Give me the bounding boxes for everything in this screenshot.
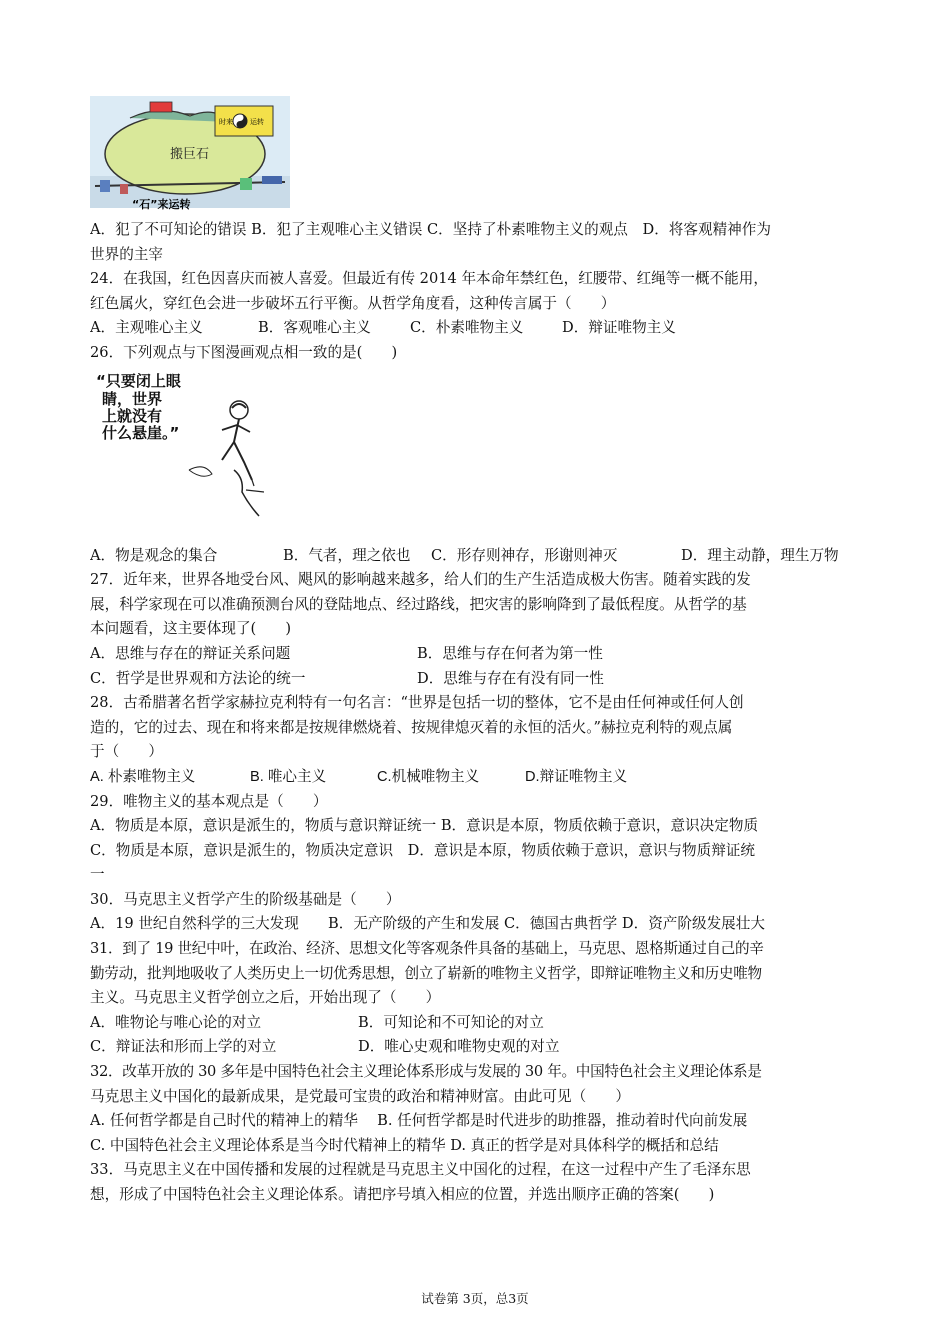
- q28-option-c: C.机械唯物主义: [377, 768, 480, 785]
- cartoon-text-line-3: 上就没有: [102, 406, 163, 425]
- q31-option-c: C．辩证法和形而上学的对立: [90, 1038, 277, 1056]
- q27-options-row-2: [90, 667, 860, 692]
- cartoon-text-line-4: 什么悬崖。”: [102, 423, 180, 442]
- q32-line-2: C. 中国特色社会主义理论体系是当今时代精神上的精华 D. 真正的哲学是对具体科学的概括和总结: [90, 1136, 719, 1154]
- q24-option-b: B．客观唯心主义: [258, 319, 371, 337]
- q32-stem-line-1: 32．改革开放的 30 多年是中国特色社会主义理论体系形成与发展的 30 年。中国特色社会主义理论体系是: [90, 1063, 762, 1081]
- exam-page: [90, 96, 860, 1208]
- stone-label: 搬巨石: [170, 147, 210, 162]
- q31-option-a: A．唯物论与唯心论的对立: [90, 1013, 262, 1031]
- q26-stem: 26．下列观点与下图漫画观点相一致的是( ): [90, 343, 398, 361]
- q29-line-1: A．物质是本原，意识是派生的，物质与意识辩证统一 B．意识是本原，物质依赖于意识，意识决定物质: [90, 817, 759, 835]
- q27-stem-line-1: 27．近年来，世界各地受台风、飓风的影响越来越多，给人们的生产生活造成极大伤害。随着实践的发: [90, 571, 751, 589]
- q31-stem-line-2: 勤劳动，批判地吸收了人类历史上一切优秀思想，创立了崭新的唯物主义哲学，即辩证唯物主义和历史唯物: [90, 964, 762, 982]
- q27-option-c: C．哲学是世界观和方法论的统一: [90, 669, 306, 687]
- cliff-cartoon-image: [94, 370, 264, 520]
- q32-line-1: A. 任何哲学都是自己时代的精神上的精华 B. 任何哲学都是时代进步的助推器，推动着时代向前发展: [90, 1112, 748, 1130]
- cartoon-text-line-1: “只要闭上眼: [96, 371, 181, 390]
- q26-option-c: C．形存则神存，形谢则神灭: [431, 546, 618, 564]
- page-footer: 试卷第 3页，总3页: [421, 1291, 529, 1306]
- q31-stem-line-1: 31．到了 19 世纪中叶，在政治、经济、思想文化等客观条件具备的基础上，马克思、恩格斯通过自己的辛: [90, 940, 764, 958]
- q32-stem-line-2: 马克思主义中国化的最新成果，是党最可宝贵的政治和精神财富。由此可见（ ）: [90, 1087, 630, 1105]
- q27-stem-line-3: 本问题看，这主要体现了( ): [90, 620, 292, 638]
- cartoon-text-line-2: 睛，世界: [102, 389, 163, 408]
- q26-option-d: D．理主动静，理生万物: [681, 546, 839, 564]
- q23-options: A．犯了不可知论的错误 B．犯了主观唯心主义错误 C．坚持了朴素唯物主义的观点 D．将客观精神作为: [90, 221, 771, 238]
- q24-option-a: A．主观唯心主义: [90, 319, 203, 337]
- q23-options-cont: 世界的主宰: [90, 245, 163, 263]
- q31-option-d: D．唯心史观和唯物史观的对立: [358, 1038, 560, 1056]
- q24-stem-line-2: 红色属火，穿红色会进一步破坏五行平衡。从哲学角度看，这种传言属于（ ）: [90, 294, 616, 312]
- q24-option-c: C．朴素唯物主义: [410, 319, 524, 337]
- q28-options: [90, 765, 860, 790]
- q31-options-row-2: [90, 1035, 860, 1060]
- q27-option-d: D．思维与存在有没有同一性: [417, 669, 604, 687]
- cartoon-figure-cliff: [94, 370, 264, 520]
- q31-options-row-1: [90, 1011, 860, 1036]
- q28-stem-line-3: 于（ ）: [90, 743, 163, 761]
- q26-option-a: A．物是观念的集合: [90, 546, 218, 564]
- q27-options-row-1: [90, 642, 860, 667]
- q28-stem-line-1: 28．古希腊著名哲学家赫拉克利特有一句名言：“世界是包括一切的整体，它不是由任何神或任何人创: [90, 694, 744, 712]
- q31-option-b: B．可知论和不可知论的对立: [358, 1013, 544, 1031]
- q28-option-a: A. 朴素唯物主义: [90, 768, 196, 785]
- q28-stem-line-2: 造的，它的过去、现在和将来都是按规律燃烧着、按规律熄灭着的永恒的活火。”赫拉克利特的观点属: [90, 718, 733, 736]
- q33-stem-line-1: 33．马克思主义在中国传播和发展的过程就是马克思主义中国化的过程，在这一过程中产生了毛泽东思: [90, 1161, 751, 1179]
- flag-text-1: 时来: [219, 118, 233, 126]
- q28-option-b: B. 唯心主义: [250, 768, 327, 785]
- q33-stem-line-2: 想，形成了中国特色社会主义理论体系。请把序号填入相应的位置，并选出顺序正确的答案( ): [90, 1186, 715, 1203]
- q27-option-a: A．思维与存在的辩证关系问题: [90, 644, 291, 662]
- q29-line-2: C．物质是本原，意识是派生的，物质决定意识 D．意识是本原，物质依赖于意识，意识与物质辩证统: [90, 841, 755, 859]
- figure-caption: “石”来运转: [132, 198, 191, 211]
- q30-stem: 30．马克思主义哲学产生的阶级基础是（ ）: [90, 890, 401, 908]
- q31-stem-line-3: 主义。马克思主义哲学创立之后，开始出现了（ ）: [90, 989, 441, 1007]
- q24-options: [90, 316, 860, 341]
- q29-stem: 29．唯物主义的基本观点是（ ）: [90, 792, 328, 810]
- stone-cartoon-image: [90, 96, 290, 216]
- q28-option-d: D.辩证唯物主义: [525, 768, 628, 785]
- q24-option-d: D．辩证唯物主义: [562, 319, 676, 337]
- q26-options: [90, 544, 860, 569]
- q30-options: A．19 世纪自然科学的三大发现 B．无产阶级的产生和发展 C．德国古典哲学 D．资产阶级发展壮大: [90, 915, 765, 933]
- cartoon-figure-stone: [90, 96, 290, 216]
- q27-option-b: B．思维与存在何者为第一性: [417, 644, 603, 662]
- q27-stem-line-2: 展，科学家现在可以准确预测台风的登陆地点、经过路线，把灾害的影响降到了最低程度。从哲学的基: [90, 595, 747, 613]
- flag-text-2: 运转: [250, 118, 264, 126]
- q29-line-3: 一: [90, 866, 105, 884]
- q24-stem-line-1: 24．在我国，红色因喜庆而被人喜爱。但最近有传 2014 年本命年禁红色，红腰带、红绳等一概不能用，: [90, 270, 768, 288]
- q26-option-b: B．气者，理之依也: [283, 546, 411, 564]
